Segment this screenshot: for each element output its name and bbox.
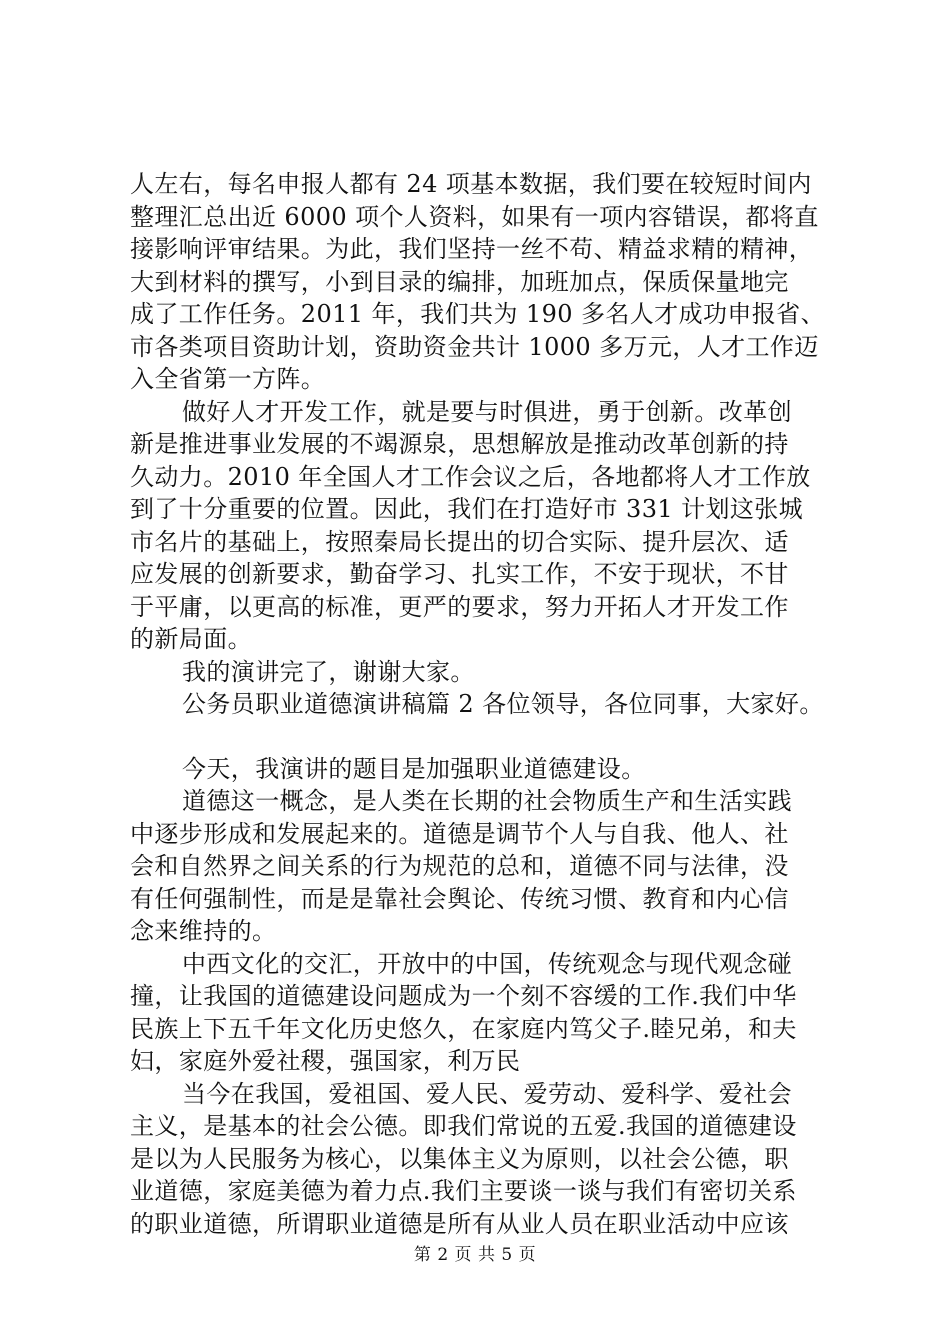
paragraph-gap — [130, 721, 830, 753]
text-line: 有任何强制性，而是是靠社会舆论、传统习惯、教育和内心信 — [130, 884, 789, 913]
text-line: 做好人才开发工作，就是要与时俱进，勇于创新。改革创 — [182, 397, 792, 426]
paragraph — [130, 753, 830, 786]
text-line: 主义，是基本的社会公德。即我们常说的五爱.我国的道德建设 — [130, 1112, 797, 1140]
paragraph — [130, 948, 830, 1078]
text-line: 接影响评审结果。为此，我们坚持一丝不苟、精益求精的精神， — [130, 235, 814, 263]
text-line: 公务员职业道德演讲稿篇 2 各位领导，各位同事，大家好。 — [182, 690, 824, 718]
text-line: 新是推进事业发展的不竭源泉，思想解放是推动改革创新的持 — [130, 430, 789, 458]
text-line: 当今在我国，爱祖国、爱人民、爱劳动、爱科学、爱社会 — [182, 1079, 792, 1108]
text-line: 撞，让我国的道德建设问题成为一个刻不容缓的工作.我们中华 — [130, 982, 797, 1010]
text-line: 中西文化的交汇，开放中的中国，传统观念与现代观念碰 — [182, 949, 792, 978]
text-line: 应发展的创新要求，勤奋学习、扎实工作，不安于现状，不甘 — [130, 560, 789, 588]
text-line: 我的演讲完了，谢谢大家。 — [182, 657, 475, 686]
document-body — [130, 168, 830, 1240]
text-line: 整理汇总出近 6000 项个人资料，如果有一项内容错误，都将直 — [130, 202, 819, 231]
text-line: 民族上下五千年文化历史悠久，在家庭内笃父子.睦兄弟，和夫 — [130, 1014, 797, 1043]
paragraph — [130, 396, 830, 656]
text-line: 的职业道德，所谓职业道德是所有从业人员在职业活动中应该 — [130, 1209, 789, 1238]
text-line: 人左右，每名申报人都有 24 项基本数据，我们要在较短时间内 — [130, 170, 812, 198]
text-line: 市各类项目资助计划，资助资金共计 1000 多万元，人才工作迈 — [130, 332, 819, 361]
paragraph — [130, 656, 830, 689]
paragraph — [130, 785, 830, 948]
text-line: 市名片的基础上，按照秦局长提出的切合实际、提升层次、适 — [130, 527, 789, 556]
text-line: 今天，我演讲的题目是加强职业道德建设。 — [182, 754, 646, 783]
text-line: 是以为人民服务为核心，以集体主义为原则，以社会公德，职 — [130, 1144, 789, 1173]
text-line: 会和自然界之间关系的行为规范的总和，道德不同与法律，没 — [130, 852, 789, 880]
text-line: 的新局面。 — [130, 625, 252, 653]
text-line: 久动力。2010 年全国人才工作会议之后，各地都将人才工作放 — [130, 462, 811, 491]
text-line: 入全省第一方阵。 — [130, 365, 326, 393]
text-line: 成了工作任务。2011 年，我们共为 190 多名人才成功申报省、 — [130, 300, 825, 328]
text-line: 到了十分重要的位置。因此，我们在打造好市 331 计划这张城 — [130, 495, 804, 523]
text-line: 道德这一概念，是人类在长期的社会物质生产和生活实践 — [182, 787, 792, 815]
paragraph — [130, 1078, 830, 1241]
paragraph — [130, 168, 830, 396]
page-footer: 第 2 页 共 5 页 — [413, 1245, 537, 1265]
text-line: 中逐步形成和发展起来的。道德是调节个人与自我、他人、社 — [130, 819, 789, 848]
text-line: 业道德，家庭美德为着力点.我们主要谈一谈与我们有密切关系 — [130, 1177, 797, 1205]
text-line: 妇，家庭外爱社稷，强国家，利万民 — [130, 1047, 521, 1075]
text-line: 念来维持的。 — [130, 917, 277, 945]
text-line: 于平庸，以更高的标准，更严的要求，努力开拓人才开发工作 — [130, 592, 789, 621]
text-line: 大到材料的撰写，小到目录的编排，加班加点，保质保量地完 — [130, 267, 789, 296]
paragraph — [130, 688, 830, 721]
